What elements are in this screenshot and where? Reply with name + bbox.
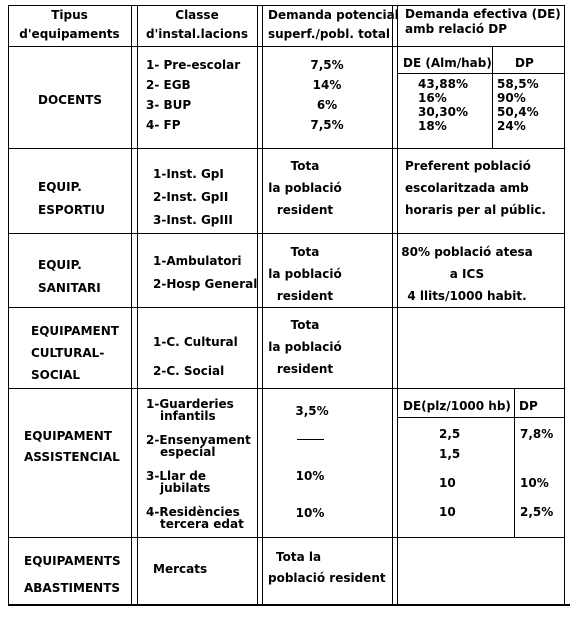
assistencial-subheader-line	[397, 417, 564, 418]
col-divider	[257, 5, 258, 604]
docents-subheader-line	[397, 73, 564, 74]
row-divider	[8, 46, 564, 47]
cultural-tipus: EQUIPAMENT CULTURAL- SOCIAL	[31, 324, 119, 382]
assistencial-tipus: EQUIPAMENT ASSISTENCIAL	[24, 429, 120, 464]
assistencial-potencial-dash	[297, 439, 324, 440]
assistencial-dp-3: 10%	[520, 476, 549, 490]
list-item: 4- FP	[146, 118, 181, 132]
list-item: 2- EGB	[146, 78, 191, 92]
table-border-right	[564, 5, 565, 604]
assistencial-class-3: 3-Llar de jubilats	[146, 469, 211, 495]
assistencial-de-dp-divider	[514, 388, 515, 537]
assistencial-class-4: 4-Residències tercera edat	[146, 505, 244, 531]
docents-dp-values: 58,5% 90% 50,4% 24%	[497, 77, 539, 133]
assistencial-potencial-3: 10%	[295, 469, 325, 483]
assistencial-potencial-4: 10%	[295, 506, 325, 520]
row-divider	[8, 537, 564, 538]
cultural-potencial: Tota la població resident	[268, 318, 342, 376]
assistencial-class-2: 2-Ensenyament especial	[146, 433, 251, 459]
assistencial-dp-header: DP	[519, 399, 538, 413]
docents-de-values: 43,88% 16% 30,30% 18%	[418, 77, 468, 133]
esportiu-efectiva: Preferent població escolaritzada amb horaris per al públic.	[405, 159, 546, 217]
header-demanda-potencial: Demanda potencial superf./pobl. total	[268, 8, 399, 41]
header-demanda-efectiva: Demanda efectiva (DE) amb relació DP	[405, 7, 561, 36]
assistencial-dp-1: 7,8%	[520, 427, 554, 441]
docents-de-dp-divider	[492, 46, 493, 148]
abastiments-tipus: EQUIPAMENTS ABASTIMENTS	[24, 554, 121, 595]
col-divider	[131, 5, 132, 604]
docents-potencial: 7,5% 14% 6% 7,5%	[310, 58, 344, 132]
sanitari-potencial: Tota la població resident	[268, 245, 342, 303]
header-classe: Classe d'instal.lacions	[146, 8, 248, 41]
abastiments-classe: Mercats	[153, 562, 208, 576]
row-divider	[8, 233, 564, 234]
docents-tipus: DOCENTS	[38, 93, 103, 107]
sanitari-classes	[153, 250, 257, 296]
list-item: 1-Ambulatori	[153, 254, 242, 268]
col-divider	[137, 5, 138, 604]
table-border-left	[8, 5, 9, 604]
docents-dp-header: DP	[515, 56, 534, 70]
assistencial-de-3: 10	[439, 476, 456, 490]
assistencial-potencial-1: 3,5%	[295, 404, 329, 418]
esportiu-tipus: EQUIP. ESPORTIU	[38, 180, 105, 217]
list-item: 2-C. Social	[153, 364, 225, 378]
sanitari-efectiva: 80% població atesa a ICS 4 llits/1000 habit.	[401, 245, 533, 303]
assistencial-de-4: 10	[439, 505, 456, 519]
table-border-top	[8, 5, 564, 6]
assistencial-de-header: DE(plz/1000 hb)	[403, 399, 511, 413]
list-item: 1-Inst. GpI	[153, 167, 224, 181]
list-item: 3- BUP	[146, 98, 192, 112]
abastiments-potencial: Tota la població resident	[268, 550, 386, 585]
table-border-bottom	[8, 604, 570, 606]
assistencial-de-1: 2,5	[439, 427, 461, 441]
col-divider	[392, 5, 393, 604]
list-item: 1- Pre-escolar	[146, 58, 241, 72]
row-divider	[8, 307, 564, 308]
list-item: 1-C. Cultural	[153, 335, 238, 349]
docents-classes	[146, 55, 240, 135]
assistencial-dp-4: 2,5%	[520, 505, 554, 519]
assistencial-de-2: 1,5	[439, 447, 461, 461]
docents-de-header: DE (Alm/hab)	[403, 56, 492, 70]
list-item: 3-Inst. GpIII	[153, 213, 233, 227]
esportiu-classes	[153, 163, 233, 232]
list-item: 2-Inst. GpII	[153, 190, 229, 204]
row-divider	[8, 148, 564, 149]
assistencial-class-1: 1-Guarderies infantils	[146, 397, 234, 423]
header-tipus: Tipus d'equipaments	[19, 8, 120, 41]
esportiu-potencial: Tota la població resident	[268, 159, 342, 217]
cultural-classes	[153, 328, 238, 386]
row-divider	[8, 388, 564, 389]
sanitari-tipus: EQUIP. SANITARI	[38, 258, 101, 295]
list-item: 2-Hosp General	[153, 277, 258, 291]
